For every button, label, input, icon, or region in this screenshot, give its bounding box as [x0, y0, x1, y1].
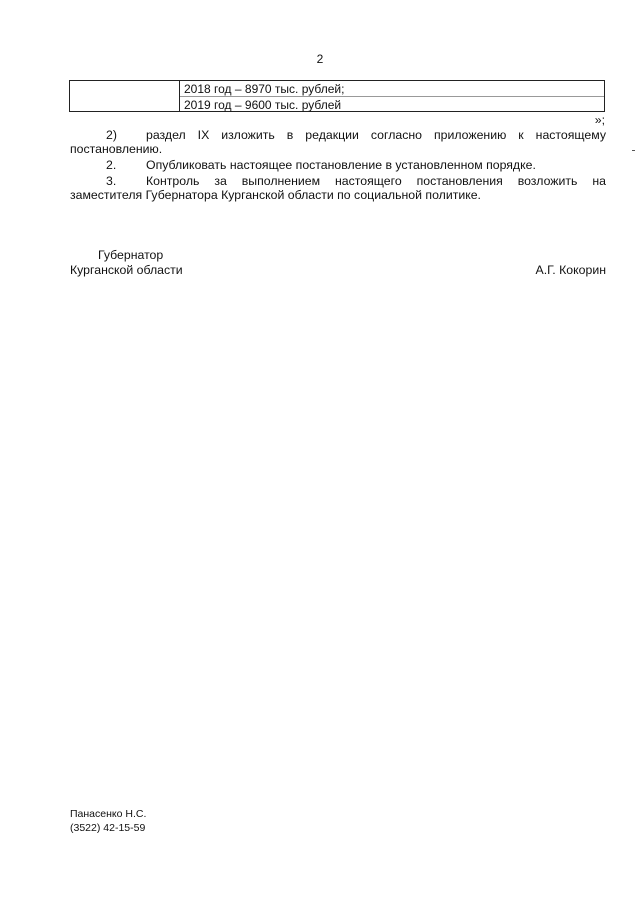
point-3-text-line1: Контроль за выполнением настоящего постановления возложить на — [146, 174, 606, 188]
executor-phone: (3522) 42-15-59 — [70, 822, 146, 834]
closing-quote: »; — [594, 113, 605, 127]
item-2-text-line2: постановлению. — [70, 142, 163, 156]
table-fragment — [69, 80, 605, 112]
signatory-name: А.Г. Кокорин — [535, 263, 606, 277]
item-2-text-line1: раздел IX изложить в редакции согласно приложению к настоящему — [146, 128, 606, 142]
signatory-title-line2: Курганской области — [70, 263, 183, 277]
point-3-text-line2: заместителя Губернатора Курганской области по социальной политике. — [70, 188, 481, 202]
executor-name: Панасенко Н.С. — [70, 808, 147, 820]
scan-edge-mark — [632, 150, 635, 151]
point-3-number: 3. — [106, 174, 117, 188]
page-number: 2 — [316, 52, 324, 66]
table-row-separator — [180, 96, 604, 97]
table-cell-2019: 2019 год – 9600 тыс. рублей — [184, 98, 342, 112]
signatory-title-line1: Губернатор — [98, 248, 164, 262]
item-2-number: 2) — [106, 128, 117, 142]
table-cell-2018: 2018 год – 8970 тыс. рублей; — [184, 82, 345, 96]
point-2-text: Опубликовать настоящее постановление в установленном порядке. — [146, 158, 536, 172]
point-2-number: 2. — [106, 158, 117, 172]
